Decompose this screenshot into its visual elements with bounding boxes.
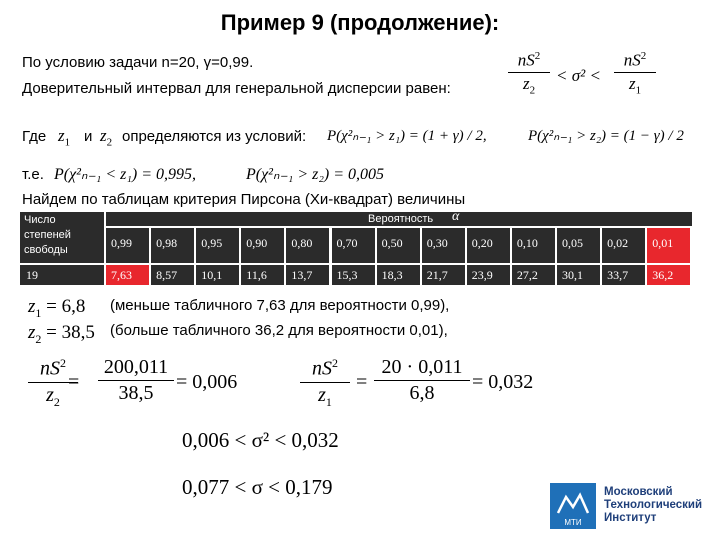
ie-formula-2: P(χ²ₙ₋₁ > z₂) = 0,005 [246,166,385,183]
chi-value: 36,2 [652,268,674,282]
interval-line: Доверительный интервал для генеральной дисперсии равен: [22,80,451,97]
prob-value: 0,50 [381,236,403,250]
z1-result: $z_1 = 6,8$ [28,296,86,320]
chi-value: 18,3 [381,268,403,282]
frac2-result: = 0,032 [472,371,534,393]
prob-value: 0,02 [607,236,629,250]
df-value: 19 [26,268,38,282]
sd-interval: 0,077 < σ < 0,179 [182,475,333,499]
interval-mid: < σ² < [556,66,601,85]
prob-value: 0,30 [426,236,448,250]
probability-label: Вероятность [368,213,434,225]
chi-square-table [20,209,692,285]
prob-value: 0,70 [336,236,358,250]
frac1-denominator: 38,5 [118,382,154,404]
note-1: (меньше табличного 7,63 для вероятности 0,99), [110,297,450,314]
df-header-3: свободы [24,244,68,256]
chi-value: 13,7 [291,268,313,282]
df-header-2: степеней [24,229,71,241]
chi-value: 8,57 [156,268,178,282]
condition-line: По условию задачи n=20, γ=0,99. [22,54,254,71]
condition-2: P(χ²ₙ₋₁ > z₂) = (1 − γ) / 2 [528,128,684,144]
chi-value: 10,1 [201,268,223,282]
svg-text:МТИ: МТИ [564,518,582,527]
prob-value: 0,98 [156,236,178,250]
frac2-numerator: 20 · 0,011 [381,356,463,378]
ie-label: т.е. [22,166,44,183]
logo-line-2: Технологический [604,499,703,511]
prob-value: 0,20 [471,236,493,250]
df-header-1: Число [24,214,56,226]
frac2-denominator: 6,8 [409,382,435,404]
table-intro: Найдем по таблицам критерия Пирсона (Хи-квадрат) величины [22,191,466,208]
chi-value: 30,1 [562,268,583,282]
z2-result: $z_2 = 38,5$ [28,322,95,346]
chi-value: 15,3 [336,268,358,282]
prob-value: 0,99 [111,236,132,250]
logo-text [604,486,702,525]
chi-value: 7,63 [111,268,132,282]
prob-value: 0,01 [652,236,674,250]
z1-symbol: $z_1$ [58,126,71,149]
and-label: и [84,128,93,145]
variance-interval: 0,006 < σ² < 0,032 [182,428,339,452]
prob-value: 0,10 [516,236,538,250]
alpha-symbol: α [452,209,460,224]
chi-value: 11,6 [246,268,267,282]
prob-value: 0,80 [291,236,313,250]
frac1-result: = 0,006 [176,371,238,393]
prob-value: 0,05 [562,236,583,250]
condition-1: P(χ²ₙ₋₁ > z₁) = (1 + γ) / 2, [327,128,487,144]
chi-value: 33,7 [607,268,629,282]
frac1-numerator: 200,011 [103,356,169,378]
note-2: (больше табличного 36,2 для вероятности 0,01), [110,322,448,339]
conditions-label: определяются из условий: [122,128,307,145]
prob-value: 0,90 [246,236,268,250]
chi-value: 21,7 [426,268,448,282]
chi-value: 23,9 [471,268,493,282]
logo-line-3: Институт [604,512,657,524]
mti-logo [550,483,596,529]
prob-value: 0,95 [201,236,223,250]
slide-title: Пример 9 (продолжение): [220,10,500,35]
logo-line-1: Московский [604,486,673,498]
where-label: Где [22,128,47,145]
ie-formula-1: P(χ²ₙ₋₁ < z₁) = 0,995, [54,166,197,183]
z2-symbol: $z_2$ [100,126,113,149]
chi-value: 27,2 [516,268,538,282]
